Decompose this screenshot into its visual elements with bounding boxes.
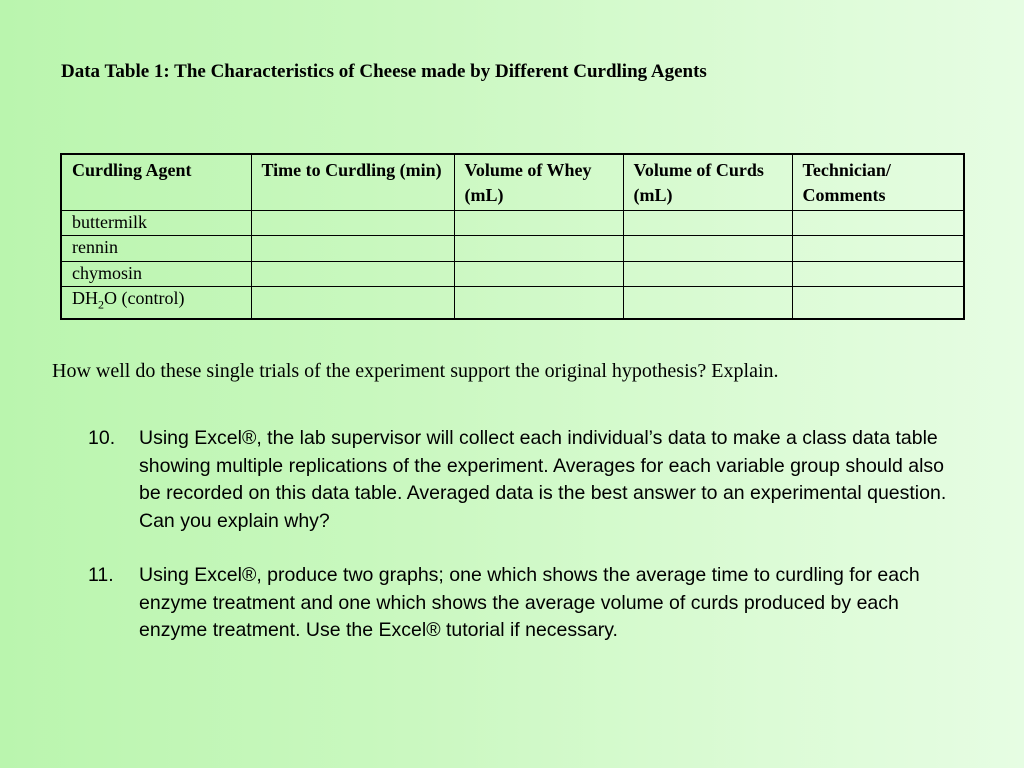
cell-technician-comments: [792, 261, 964, 286]
agent-subscript: 2: [98, 297, 104, 312]
cell-volume-of-curds: [623, 286, 792, 319]
numbered-item-11: [88, 562, 948, 645]
agent-prefix: DH: [72, 287, 98, 308]
cell-volume-of-curds: [623, 211, 792, 236]
table-row: [61, 286, 964, 319]
item-number: 10.: [88, 427, 116, 449]
item-number: 11.: [88, 564, 114, 586]
cell-volume-of-curds: [623, 236, 792, 261]
cell-time-to-curdling: [251, 261, 454, 286]
item-text: Using Excel®, produce two graphs; one which shows the average time to curdling for each enzyme treatment and one which shows the average volume of curds produced by each enzyme treatment. Use the Excel® tutorial if necessary.: [139, 564, 920, 641]
header-volume-of-curds: Volume of Curds (mL): [623, 154, 792, 211]
cell-technician-comments: [792, 286, 964, 319]
hypothesis-question: How well do these single trials of the experiment support the original hypothesis? Explain.: [52, 360, 779, 382]
header-time-to-curdling: Time to Curdling (min): [251, 154, 454, 211]
numbered-item-10: [88, 425, 948, 535]
table-row: [61, 261, 964, 286]
item-text: Using Excel®, the lab supervisor will collect each individual’s data to make a class data table showing multiple replications of the experiment. Averages for each variable group should also be recorded on this data table. Averaged data is the best answer to an experimental question. Can you explain why?: [139, 427, 947, 532]
cell-volume-of-curds: [623, 261, 792, 286]
cell-time-to-curdling: [251, 211, 454, 236]
cell-volume-of-whey: [454, 236, 623, 261]
cell-time-to-curdling: [251, 236, 454, 261]
cell-curdling-agent: buttermilk: [61, 211, 251, 236]
table-row: [61, 236, 964, 261]
cell-volume-of-whey: [454, 211, 623, 236]
header-volume-of-whey: Volume of Whey (mL): [454, 154, 623, 211]
cell-volume-of-whey: [454, 261, 623, 286]
table-header-row: [61, 154, 964, 211]
cell-volume-of-whey: [454, 286, 623, 319]
cell-technician-comments: [792, 211, 964, 236]
data-table: [60, 153, 965, 320]
cell-curdling-agent: [61, 286, 251, 319]
data-table-title: Data Table 1: The Characteristics of Cheese made by Different Curdling Agents: [61, 61, 707, 82]
agent-suffix: O (control): [104, 287, 185, 308]
cell-time-to-curdling: [251, 286, 454, 319]
table-row: [61, 211, 964, 236]
cell-curdling-agent: rennin: [61, 236, 251, 261]
header-curdling-agent: Curdling Agent: [61, 154, 251, 211]
cell-technician-comments: [792, 236, 964, 261]
cell-curdling-agent: chymosin: [61, 261, 251, 286]
header-technician-comments: Technician/ Comments: [792, 154, 964, 211]
